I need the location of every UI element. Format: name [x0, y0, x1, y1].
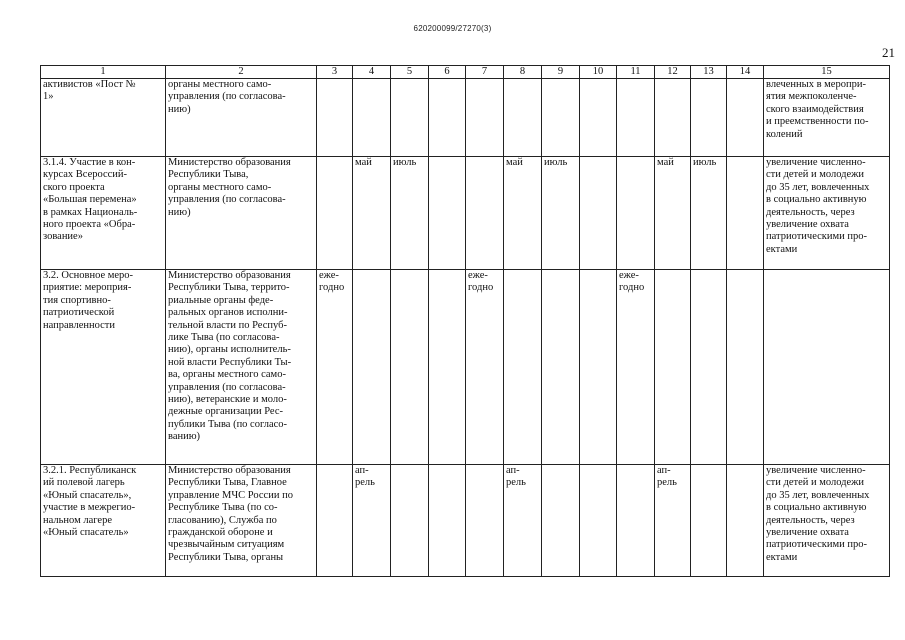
schedule-cell	[391, 465, 429, 577]
schedule-cell: июль	[391, 157, 429, 270]
header-cell: 14	[727, 66, 764, 79]
schedule-cell	[580, 157, 617, 270]
schedule-cell	[391, 270, 429, 465]
schedule-cell	[727, 79, 764, 157]
result-cell: увеличение численно- сти детей и молодежи до 35 лет, вовлеченных в социально активную деятельность, через увеличение охвата патриотическими про- ектами	[764, 465, 890, 577]
schedule-cell	[617, 79, 655, 157]
event-name-cell: 3.2.1. Республиканск ий полевой лагерь «Юный спасатель», участие в межрегио- нальном лагере «Юный спасатель»	[41, 465, 166, 577]
schedule-cell	[727, 465, 764, 577]
header-cell: 2	[166, 66, 317, 79]
schedule-cell	[617, 465, 655, 577]
schedule-cell	[466, 157, 504, 270]
schedule-cell	[727, 157, 764, 270]
schedule-cell	[317, 465, 353, 577]
header-cell: 13	[691, 66, 727, 79]
schedule-cell	[429, 157, 466, 270]
schedule-cell	[727, 270, 764, 465]
header-cell: 1	[41, 66, 166, 79]
schedule-cell	[429, 270, 466, 465]
schedule-cell: май	[353, 157, 391, 270]
result-cell	[764, 270, 890, 465]
event-name-cell: 3.1.4. Участие в кон- курсах Всероссий- ского проекта «Большая перемена» в рамках Националь- ного проекта «Обра- зование»	[41, 157, 166, 270]
table-row	[41, 270, 890, 465]
header-cell: 9	[542, 66, 580, 79]
schedule-cell: еже- годно	[466, 270, 504, 465]
schedule-cell	[429, 465, 466, 577]
table-row	[41, 465, 890, 577]
schedule-cell	[655, 270, 691, 465]
schedule-cell	[580, 270, 617, 465]
schedule-cell: май	[655, 157, 691, 270]
schedule-cell	[542, 79, 580, 157]
schedule-cell	[504, 270, 542, 465]
header-cell: 10	[580, 66, 617, 79]
schedule-cell	[691, 465, 727, 577]
schedule-cell	[504, 79, 542, 157]
executor-cell: Министерство образования Республики Тыва, органы местного само- управления (по согласова- нию)	[166, 157, 317, 270]
schedule-cell: ап- рель	[655, 465, 691, 577]
schedule-cell	[317, 157, 353, 270]
event-name-cell: активистов «Пост № 1»	[41, 79, 166, 157]
schedule-cell: ап- рель	[504, 465, 542, 577]
header-cell: 8	[504, 66, 542, 79]
schedule-cell	[691, 79, 727, 157]
schedule-cell	[542, 270, 580, 465]
header-row	[41, 66, 890, 79]
page-number: 21	[882, 45, 895, 60]
schedule-cell: июль	[691, 157, 727, 270]
header-cell: 15	[764, 66, 890, 79]
schedule-cell	[542, 465, 580, 577]
header-cell: 3	[317, 66, 353, 79]
plan-table	[40, 65, 890, 577]
schedule-cell	[580, 465, 617, 577]
schedule-cell	[353, 79, 391, 157]
header-cell: 6	[429, 66, 466, 79]
header-cell: 7	[466, 66, 504, 79]
schedule-cell: ап- рель	[353, 465, 391, 577]
executor-cell: Министерство образования Республики Тыва, Главное управление МЧС России по Республике Тыва (по со- гласованию), Служба по гражданской обороне и чрезвычайным ситуациям Республики Тыва, органы	[166, 465, 317, 577]
schedule-cell	[353, 270, 391, 465]
schedule-cell: еже- годно	[317, 270, 353, 465]
executor-cell: Министерство образования Республики Тыва, террито- риальные органы феде- ральных органов исполни- тельной власти по Респуб- лике Тыва (по согласова- нию), органы исполнитель- ной власти Республики Ты- ва, органы местного само- управления (по согласова- нию), ветеранские и моло- дежные организации Рес- публики Тыва (по согласо- ванию)	[166, 270, 317, 465]
table-row	[41, 79, 890, 157]
schedule-cell: еже- годно	[617, 270, 655, 465]
schedule-cell: июль	[542, 157, 580, 270]
schedule-cell	[580, 79, 617, 157]
schedule-cell	[655, 79, 691, 157]
schedule-cell	[466, 79, 504, 157]
result-cell: увеличение численно- сти детей и молодежи до 35 лет, вовлеченных в социально активную деятельность, через увеличение охвата патриотическими про- ектами	[764, 157, 890, 270]
executor-cell: органы местного само- управления (по согласова- нию)	[166, 79, 317, 157]
table-row	[41, 157, 890, 270]
schedule-cell	[617, 157, 655, 270]
schedule-cell	[317, 79, 353, 157]
result-cell: влеченных в меропри- ятия межпоколенче- ского взаимодействия и преемственности по- колений	[764, 79, 890, 157]
schedule-cell	[391, 79, 429, 157]
header-cell: 4	[353, 66, 391, 79]
header-cell: 5	[391, 66, 429, 79]
schedule-cell	[466, 465, 504, 577]
schedule-cell	[429, 79, 466, 157]
header-cell: 11	[617, 66, 655, 79]
event-name-cell: 3.2. Основное меро- приятие: мероприя- тия спортивно- патриотической направленности	[41, 270, 166, 465]
schedule-cell	[691, 270, 727, 465]
header-cell: 12	[655, 66, 691, 79]
schedule-cell: май	[504, 157, 542, 270]
document-code: 620200099/27270(3)	[413, 24, 492, 33]
